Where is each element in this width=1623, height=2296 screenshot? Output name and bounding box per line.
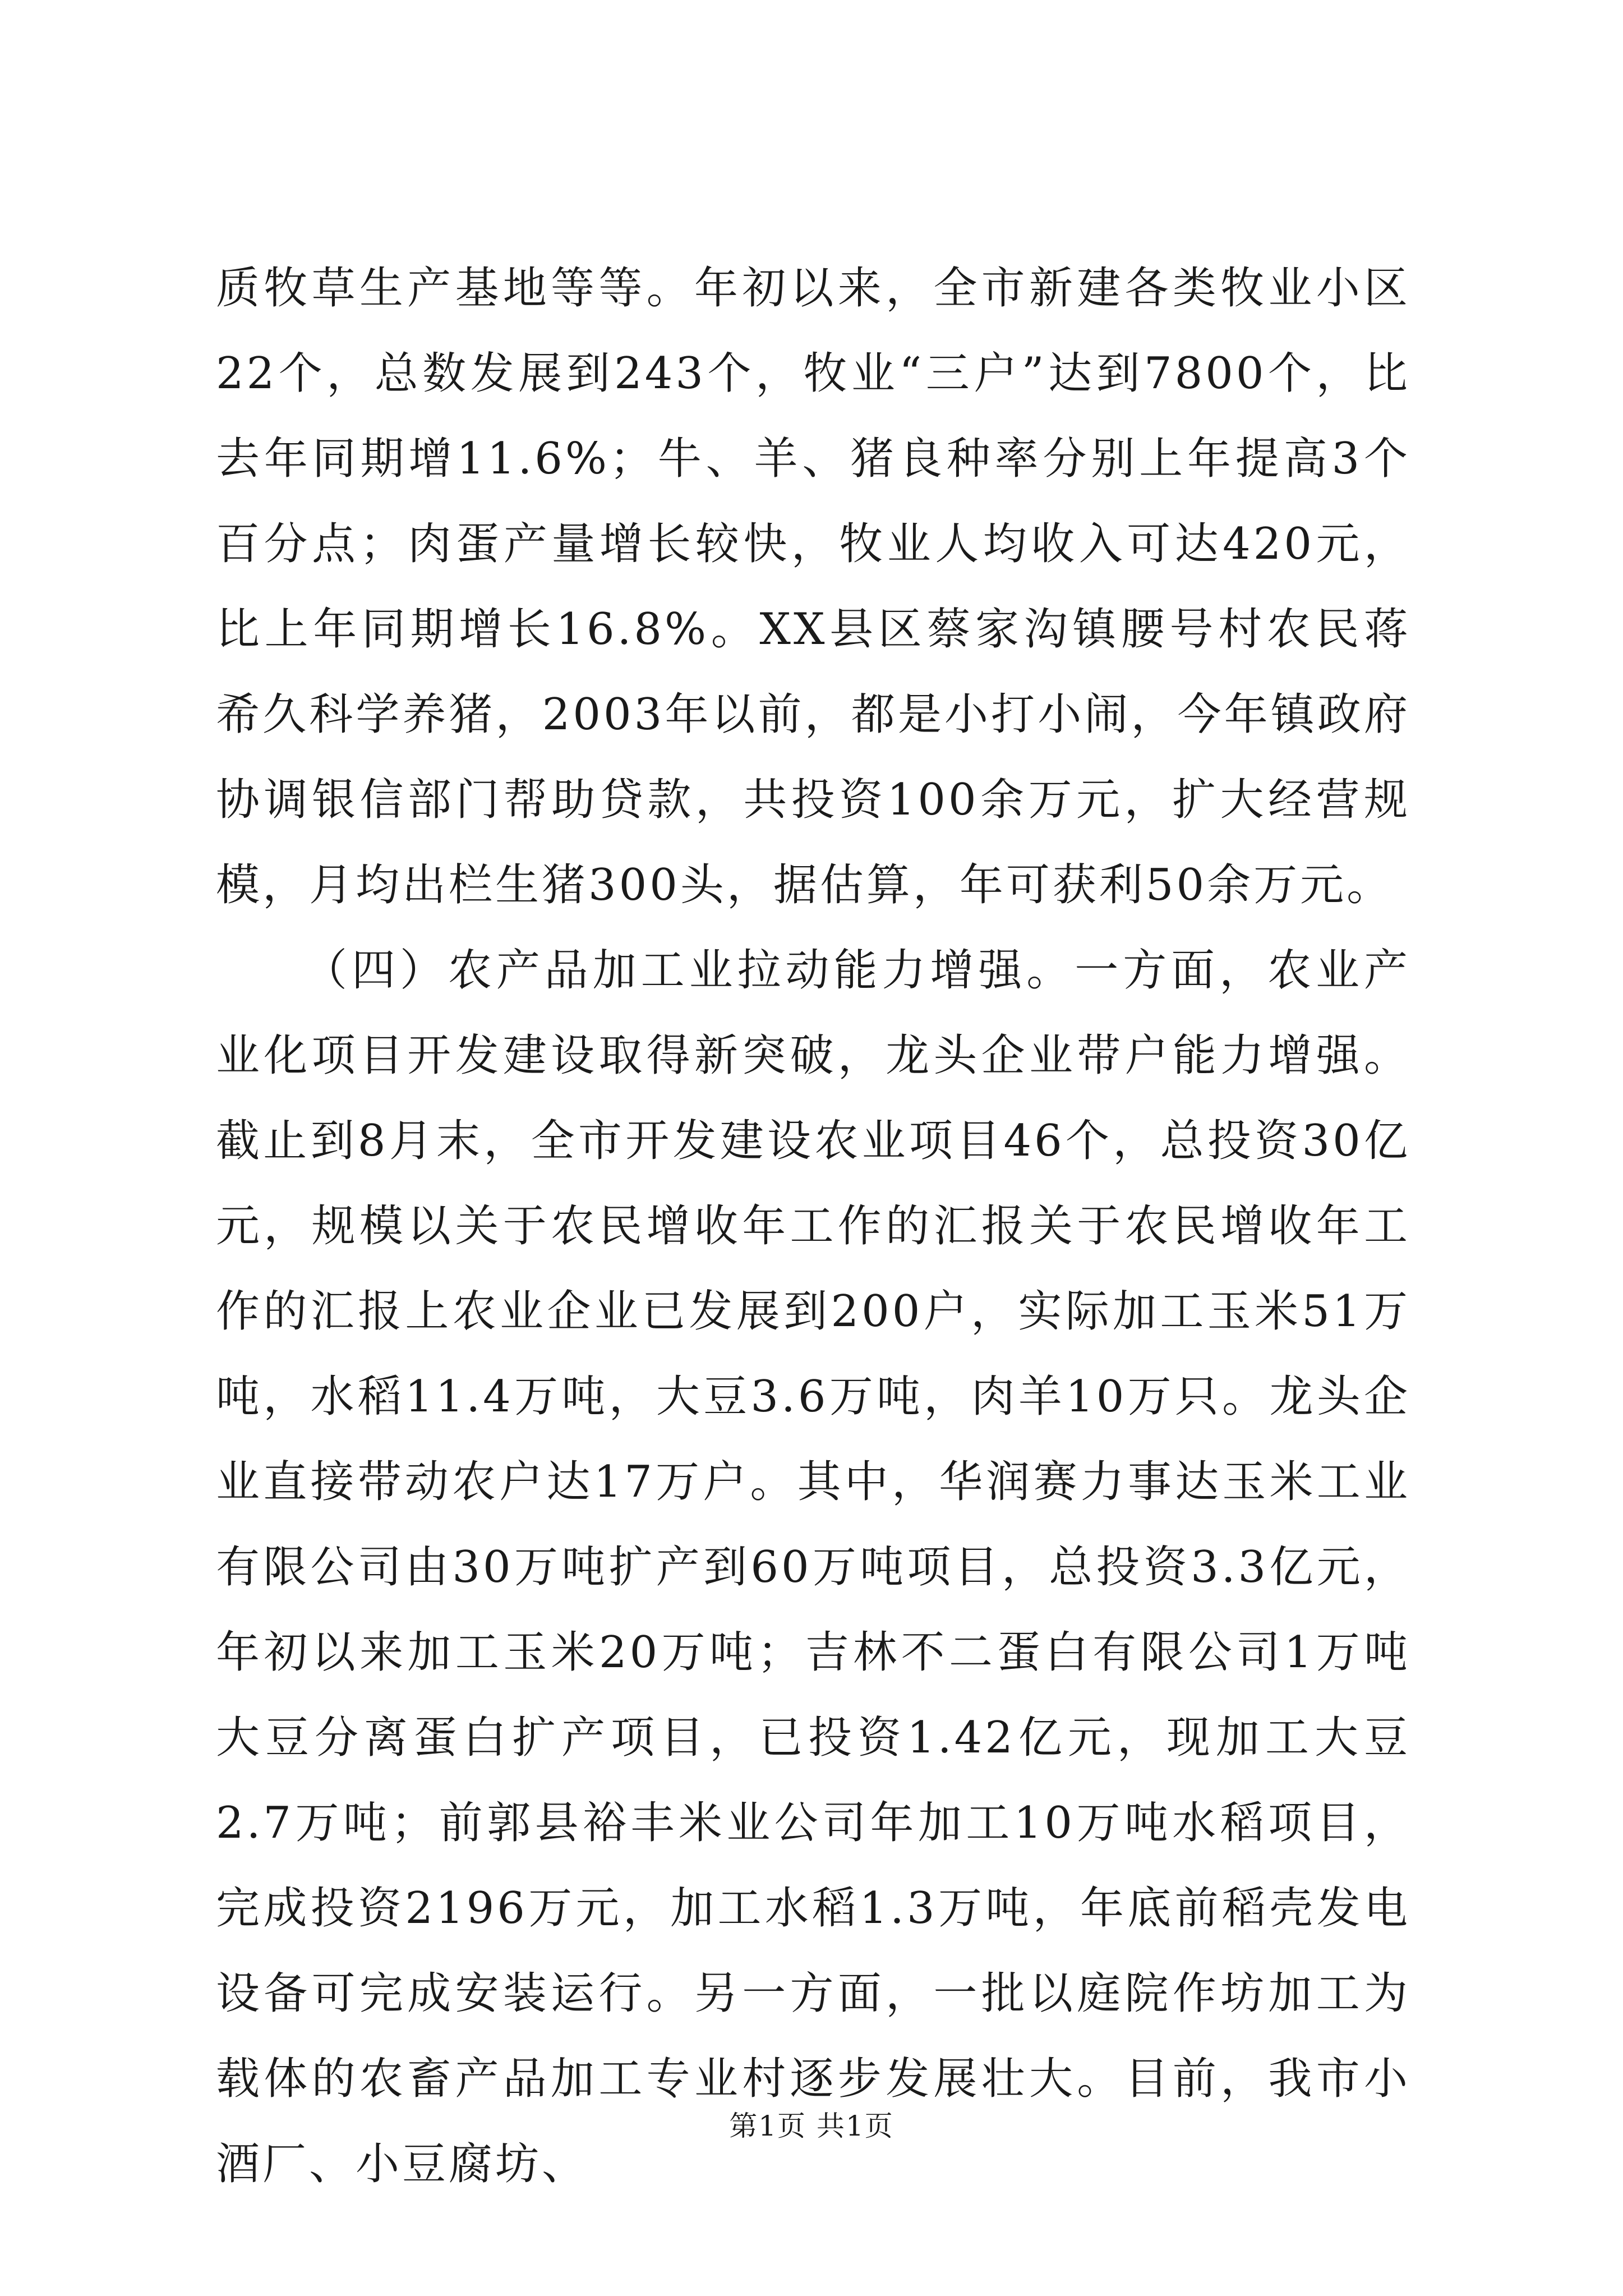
page-footer: 第1页 共1页 (729, 2110, 894, 2142)
paragraph-livestock: 质牧草生产基地等等。年初以来，全市新建各类牧业小区22个，总数发展到243个，牧业“三户”达到7800个，比去年同期增11.6%；牛、羊、猪良种率分别上年提高3个百分点；肉蛋产量增长较快，牧业人均收入可达420元，比上年同期增长16.8%。XX县区蔡家沟镇腰号村农民蒋希久科学养猪，2003年以前，都是小打小闹，今年镇政府协调银信部门帮助贷款，共投资100余万元，扩大经营规模，月均出栏生猪300头，据估算，年可获利50余万元。 (216, 263, 1410, 910)
document-body (216, 246, 1410, 2207)
paragraph-processing-industry: （四）农产品加工业拉动能力增强。一方面，农业产业化项目开发建设取得新突破，龙头企业带户能力增强。截止到8月末，全市开发建设农业项目46个，总投资30亿元，规模以关于农民增收年工作的汇报关于农民增收年工作的汇报上农业企业已发展到200户，实际加工玉米51万吨，水稻11.4万吨，大豆3.6万吨，肉羊10万只。龙头企业直接带动农户达17万户。其中，华润赛力事达玉米工业有限公司由30万吨扩产到60万吨项目，总投资3.3亿元，年初以来加工玉米20万吨；吉林不二蛋白有限公司1万吨大豆分离蛋白扩产项目，已投资1.42亿元，现加工大豆2.7万吨；前郭县裕丰米业公司年加工10万吨水稻项目，完成投资2196万元，加工水稻1.3万吨，年底前稻壳发电设备可完成安装运行。另一方面，一批以庭院作坊加工为载体的农畜产品加工专业村逐步发展壮大。目前，我市小酒厂、小豆腐坊、 (216, 945, 1410, 2189)
